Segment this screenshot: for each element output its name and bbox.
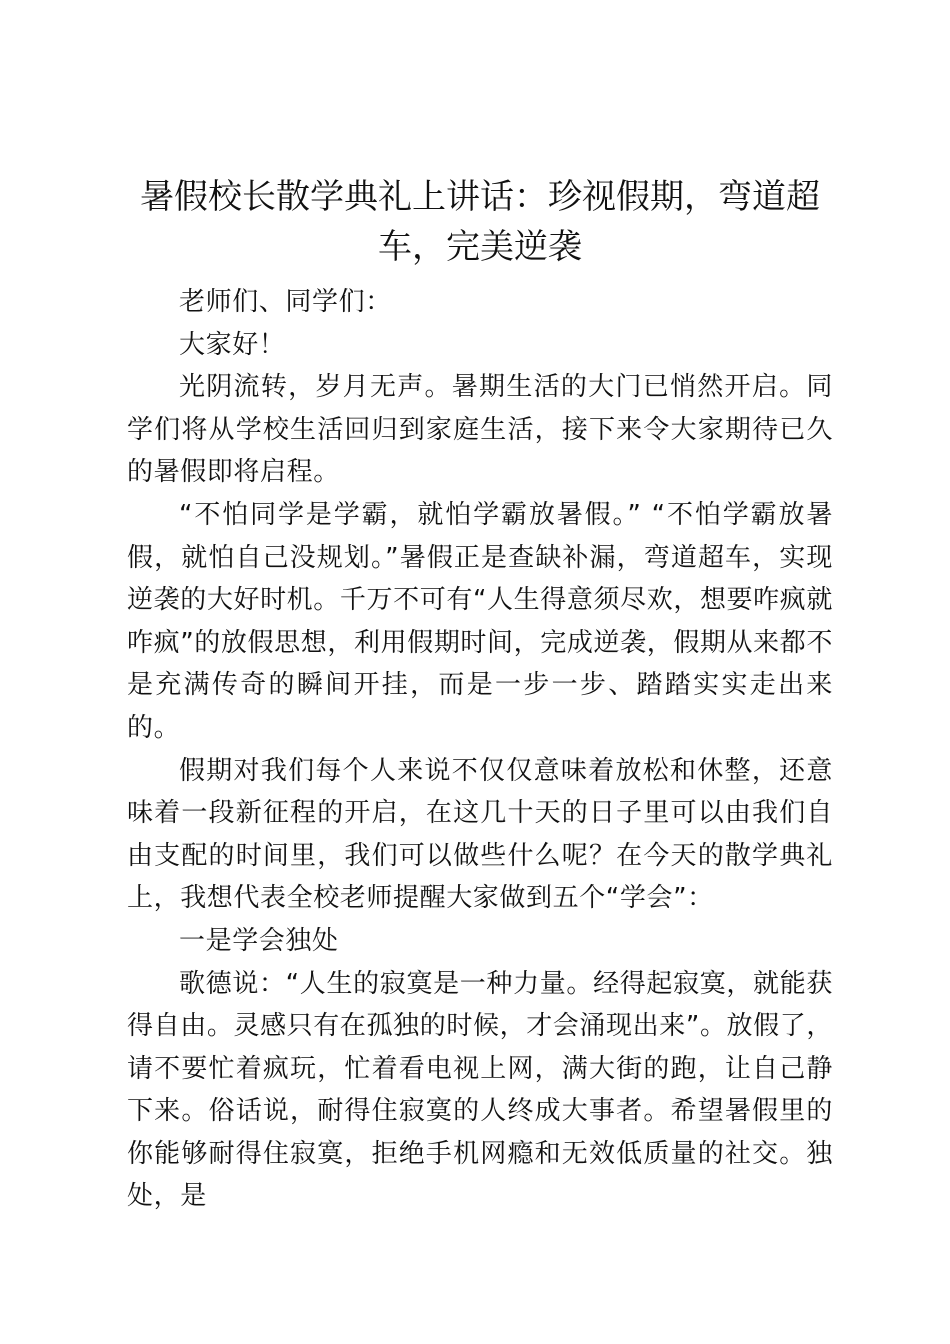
body-paragraph: “不怕同学是学霸，就怕学霸放暑假。” “不怕学霸放暑假，就怕自己没规划。”暑假正是查缺补漏，弯道超车，实现逆袭的大好时机。千万不可有“人生得意须尽欢，想要咋疯就咋疯”的放假思想，利用假期时间，完成逆袭，假期从来都不是充满传奇的瞬间开挂，而是一步一步、踏踏实实走出来的。 (127, 499, 833, 743)
document-body (127, 281, 833, 1218)
body-paragraph: 光阴流转，岁月无声。暑期生活的大门已悄然开启。同学们将从学校生活回归到家庭生活，接下来令大家期待已久的暑假即将启程。 (127, 372, 833, 488)
body-paragraph: 歌德说：“人生的寂寞是一种力量。经得起寂寞，就能获得自由。灵感只有在孤独的时候，才会涌现出来”。放假了，请不要忙着疯玩，忙着看电视上网，满大街的跑，让自己静下来。俗话说，耐得住寂寞的人终成大事者。希望暑假里的你能够耐得住寂寞，拒绝手机网瘾和无效低质量的社交。独处，是 (127, 968, 833, 1212)
body-paragraph: 假期对我们每个人来说不仅仅意味着放松和休整，还意味着一段新征程的开启，在这几十天的日子里可以由我们自由支配的时间里，我们可以做些什么呢？在今天的散学典礼上，我想代表全校老师提醒大家做到五个“学会”： (127, 755, 833, 914)
section-heading: 一是学会独处 (179, 925, 339, 956)
salutation-paragraph: 老师们、同学们： (179, 287, 392, 317)
document-title: 暑假校长散学典礼上讲话：珍视假期，弯道超车，完美逆袭 (140, 177, 820, 267)
greeting-paragraph: 大家好！ (179, 329, 286, 360)
